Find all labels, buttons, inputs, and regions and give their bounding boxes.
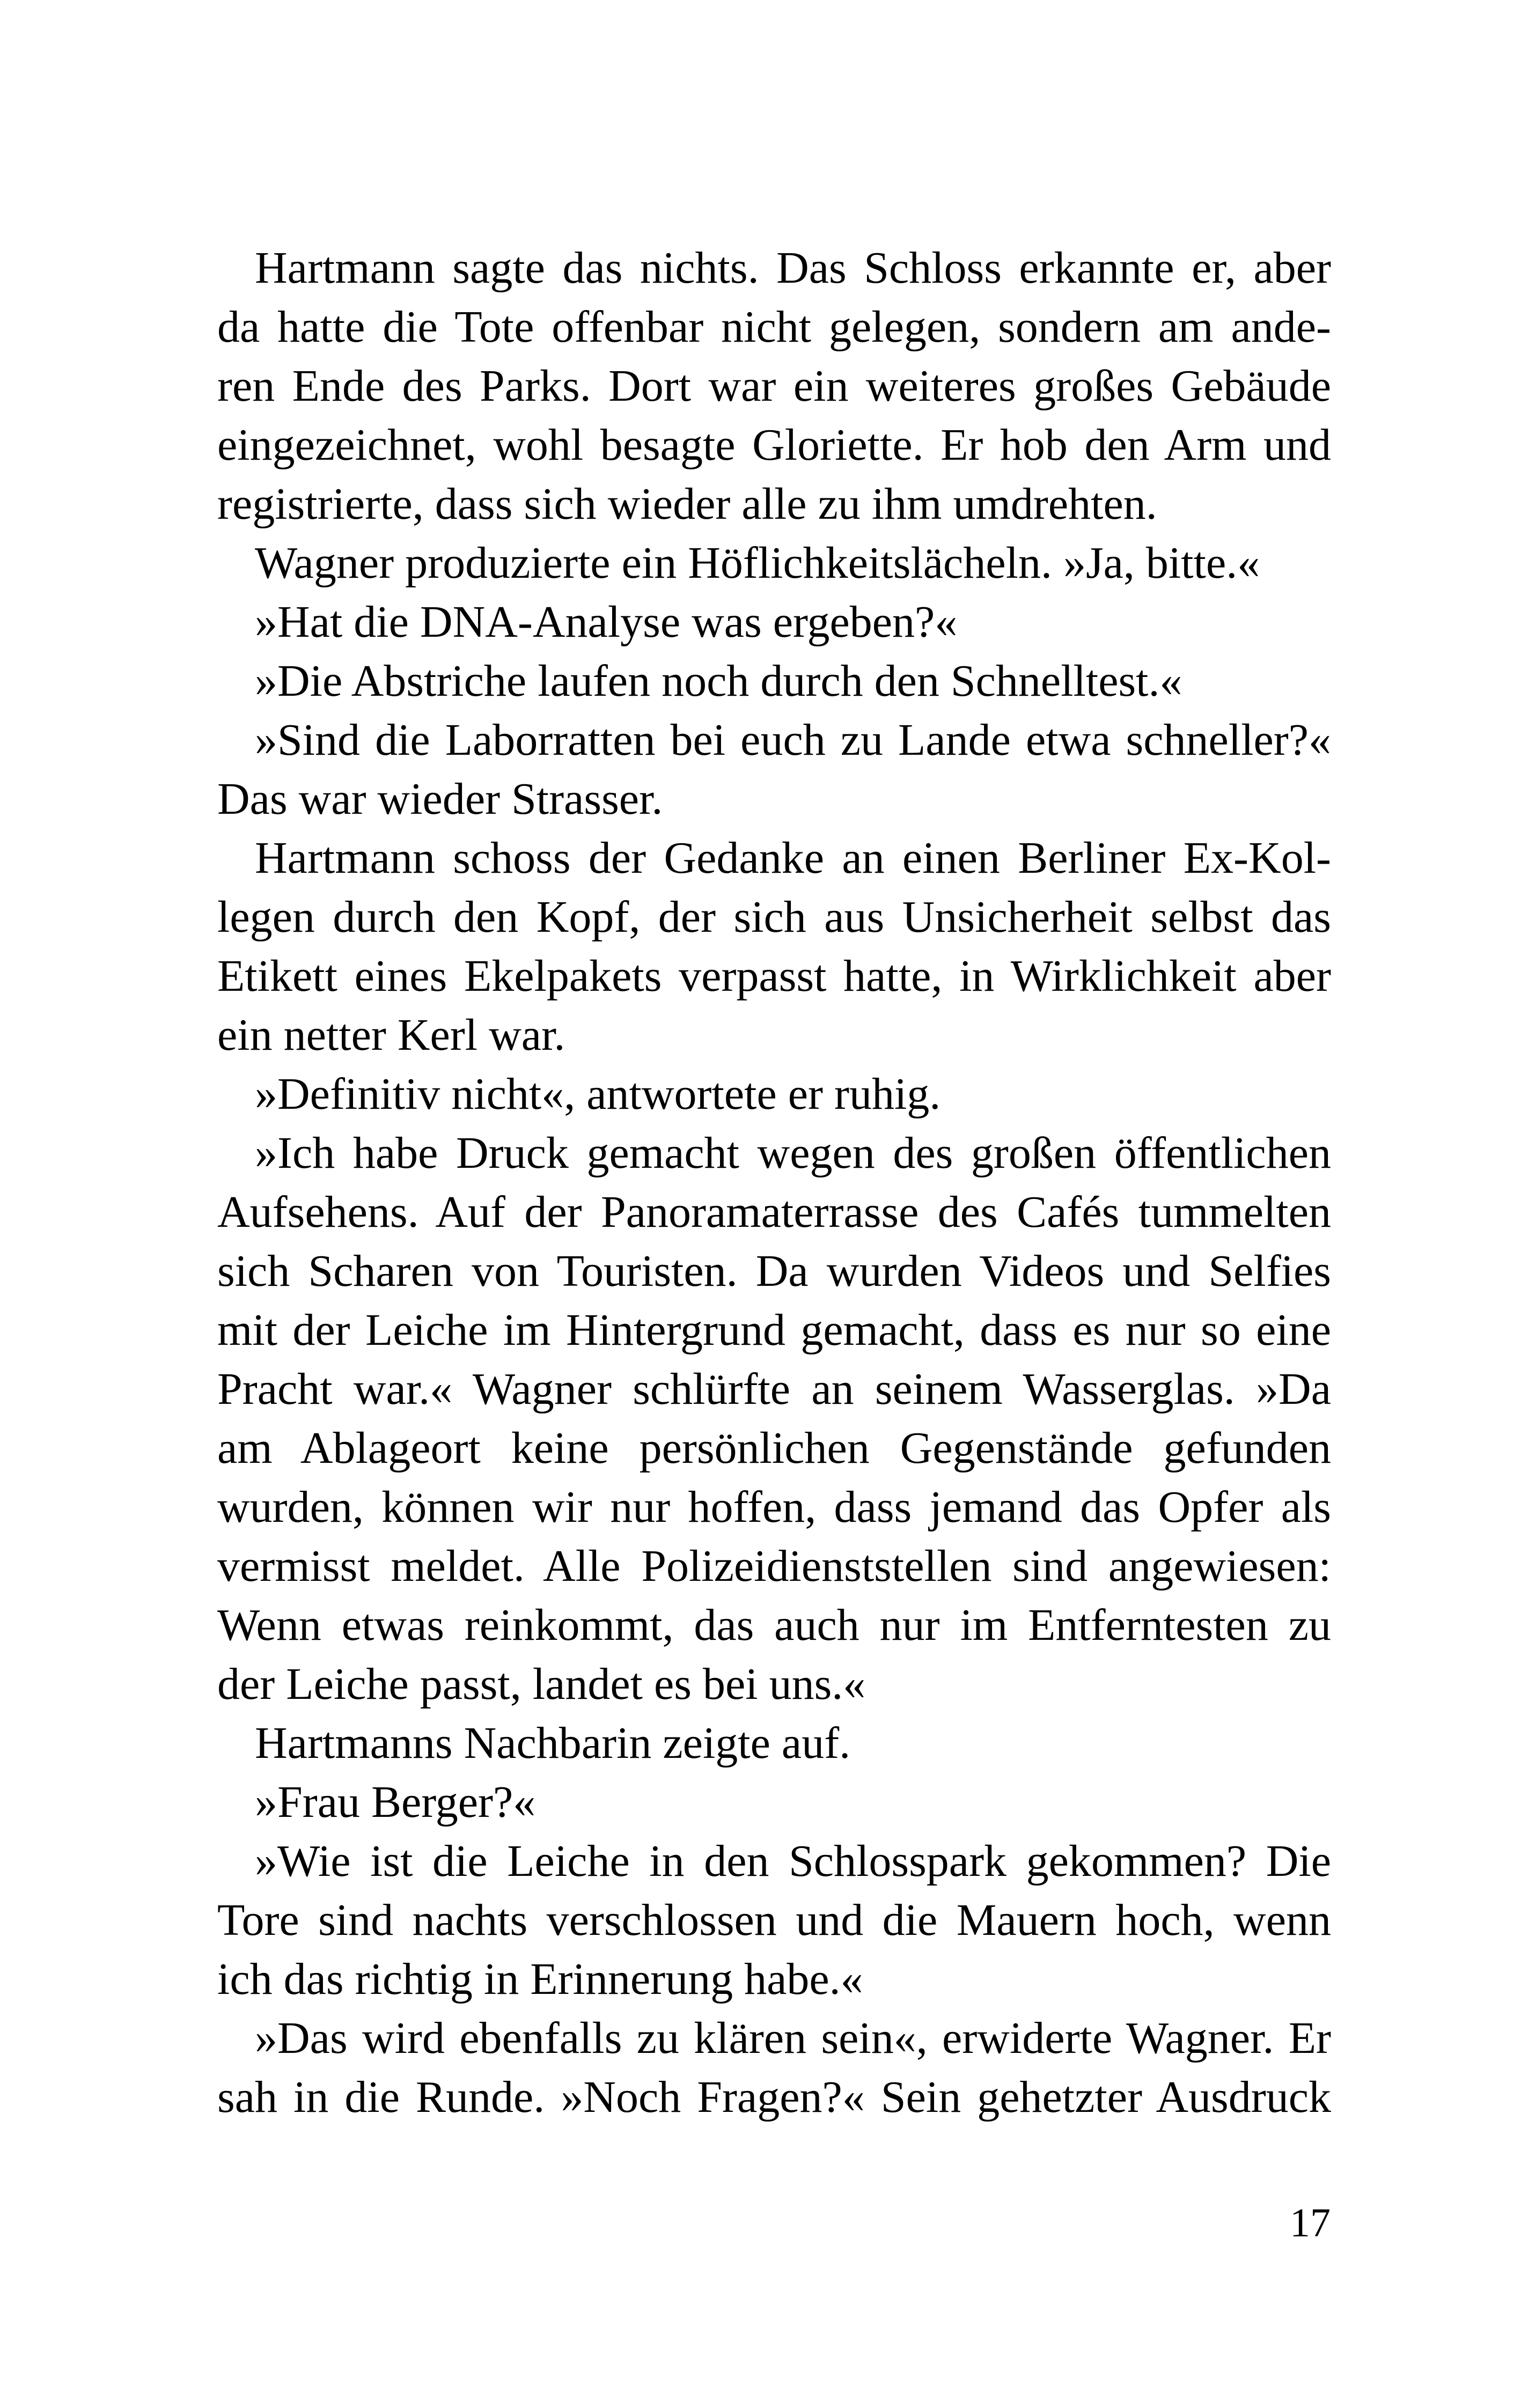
text-line: vermisst meldet. Alle Polizeidienststellen sind angewiesen: xyxy=(217,1541,1331,1591)
text-line: ein netter Kerl war. xyxy=(217,1010,565,1060)
text-line: Wenn etwas reinkommt, das auch nur im Entferntesten zu xyxy=(217,1600,1331,1650)
text-line: Aufsehens. Auf der Panoramaterrasse des Cafés tummelten xyxy=(217,1187,1331,1237)
text-line: Etikett eines Ekelpakets verpasst hatte, in Wirklichkeit aber xyxy=(217,951,1331,1001)
text-line: da hatte die Tote offenbar nicht gelegen, sondern am ande- xyxy=(217,302,1331,352)
text-line: »Die Abstriche laufen noch durch den Schnelltest.« xyxy=(255,656,1182,706)
text-line: »Frau Berger?« xyxy=(255,1777,536,1827)
text-line: der Leiche passt, landet es bei uns.« xyxy=(217,1659,866,1709)
page-text xyxy=(217,239,1331,2127)
text-line: Hartmann sagte das nichts. Das Schloss erkannte er, aber xyxy=(255,243,1331,293)
text-line: registrierte, dass sich wieder alle zu ihm umdrehten. xyxy=(217,479,1157,529)
text-line: mit der Leiche im Hintergrund gemacht, dass es nur so eine xyxy=(217,1305,1331,1355)
text-line: Das war wieder Strasser. xyxy=(217,774,663,824)
text-line: Tore sind nachts verschlossen und die Mauern hoch, wenn xyxy=(217,1895,1331,1945)
text-line: »Sind die Laborratten bei euch zu Lande etwa schneller?« xyxy=(255,715,1331,765)
text-line: »Hat die DNA-Analyse was ergeben?« xyxy=(255,597,958,647)
text-line: ren Ende des Parks. Dort war ein weiteres großes Gebäude xyxy=(217,361,1331,411)
text-line: legen durch den Kopf, der sich aus Unsicherheit selbst das xyxy=(217,892,1331,942)
text-line: ich das richtig in Erinnerung habe.« xyxy=(217,1954,863,2004)
text-line: Hartmanns Nachbarin zeigte auf. xyxy=(255,1718,851,1768)
page-number: 17 xyxy=(1290,2200,1331,2245)
text-line: Pracht war.« Wagner schlürfte an seinem Wasserglas. »Da xyxy=(217,1364,1331,1414)
text-line: eingezeichnet, wohl besagte Gloriette. Er hob den Arm und xyxy=(217,420,1331,470)
text-line: »Ich habe Druck gemacht wegen des großen öffentlichen xyxy=(255,1128,1331,1178)
text-line: am Ablageort keine persönlichen Gegenstände gefunden xyxy=(217,1423,1331,1473)
text-line: sich Scharen von Touristen. Da wurden Videos und Selfies xyxy=(217,1246,1331,1296)
text-line: »Definitiv nicht«, antwortete er ruhig. xyxy=(255,1069,941,1119)
text-line: Hartmann schoss der Gedanke an einen Berliner Ex-Kol- xyxy=(255,833,1331,883)
text-line: Wagner produzierte ein Höflichkeitslächeln. »Ja, bitte.« xyxy=(255,538,1260,588)
text-line: »Das wird ebenfalls zu klären sein«, erwiderte Wagner. Er xyxy=(255,2013,1331,2063)
text-line: sah in die Runde. »Noch Fragen?« Sein gehetzter Ausdruck xyxy=(217,2072,1331,2122)
text-line: »Wie ist die Leiche in den Schlosspark gekommen? Die xyxy=(255,1836,1331,1886)
text-line: wurden, können wir nur hoffen, dass jemand das Opfer als xyxy=(217,1482,1331,1532)
